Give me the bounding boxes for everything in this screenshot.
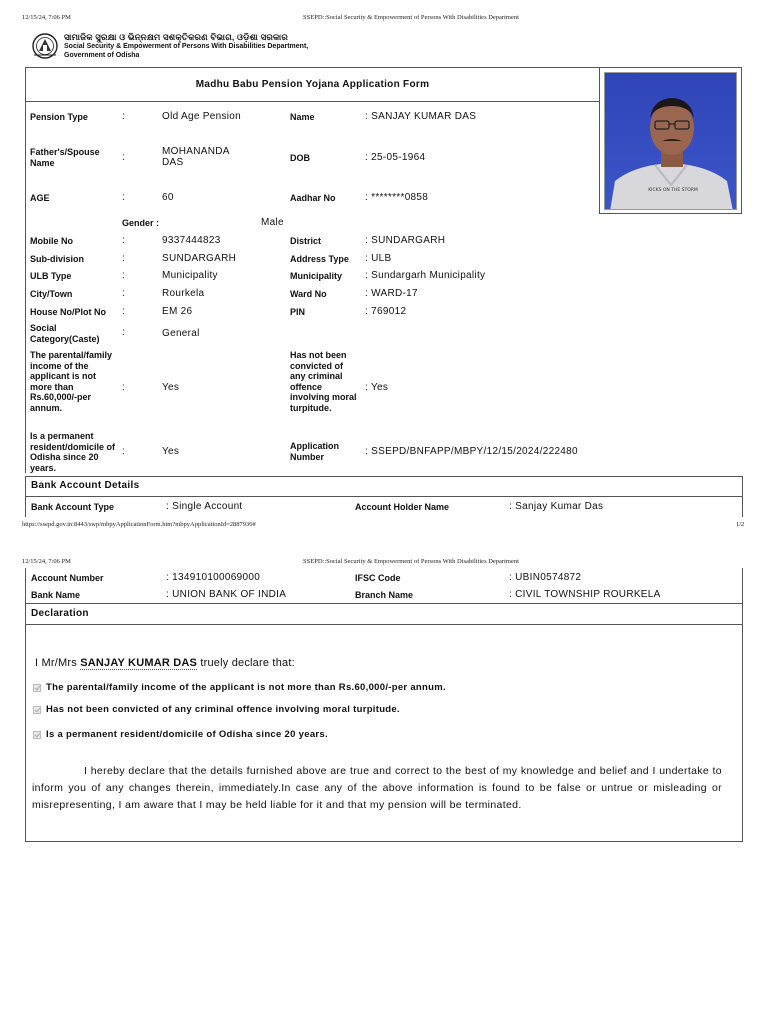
account-holder-value: : Sanjay Kumar Das: [509, 501, 604, 512]
left-border: [25, 101, 26, 473]
check-convicted-text: Has not been convicted of any criminal offence involving moral turpitude.: [46, 704, 400, 715]
municipality-label: Municipality: [290, 271, 343, 281]
ward-label: Ward No: [290, 289, 327, 299]
right-border: [742, 568, 743, 604]
colon: :: [122, 288, 125, 299]
page-number: 1/2: [736, 521, 745, 528]
name-value: : SANJAY KUMAR DAS: [365, 111, 477, 122]
caste-label: Social Category(Caste): [30, 323, 100, 344]
gender-value: Male: [261, 217, 284, 228]
ifsc-label: IFSC Code: [355, 573, 401, 583]
aadhar-value: : ********0858: [365, 192, 429, 203]
aadhar-label: Aadhar No: [290, 193, 336, 203]
gender-label: Gender :: [122, 218, 160, 228]
branch-value: : CIVIL TOWNSHIP ROURKELA: [509, 589, 661, 600]
caste-value: General: [162, 328, 200, 339]
ulb-type-value: Municipality: [162, 270, 218, 281]
left-border: [25, 568, 26, 604]
colon: :: [122, 270, 125, 281]
resident-label: Is a permanent resident/domicile of Odisha since 20 years.: [30, 431, 116, 473]
application-number-value: : SSEPD/BNFAPP/MBPY/12/15/2024/222480: [365, 446, 578, 457]
account-holder-label: Account Holder Name: [355, 502, 450, 512]
pension-type-value: Old Age Pension: [162, 111, 241, 122]
declaration-check-income: [33, 682, 446, 693]
colon: :: [122, 253, 125, 264]
age-label: AGE: [30, 193, 50, 203]
colon: :: [122, 111, 125, 122]
municipality-value: : Sundargarh Municipality: [365, 270, 486, 281]
bank-name-value: : UNION BANK OF INDIA: [166, 589, 287, 600]
logo-line-1: Social Security & Empowerment of Persons With Disabilities Department,: [64, 43, 309, 50]
declaration-paragraph: I hereby declare that the details furnished above are true and correct to the best of my knowledge and belief and I undertake to inform you of any changes therein, immediately.In case any of the above information is found to be false or untrue or misleading or misrepresenting, I am aware that I may be held liable for it and that my pension will be terminated.: [32, 765, 722, 811]
form-title: Madhu Babu Pension Yojana Application Form: [195, 79, 430, 90]
mobile-label: Mobile No: [30, 236, 73, 246]
colon: :: [122, 152, 125, 163]
pin-value: : 769012: [365, 306, 407, 317]
print-title: SSEPD::Social Security & Empowerment of Persons With Disabilities Department: [303, 558, 519, 565]
checkbox-checked-icon: [33, 706, 41, 714]
right-border: [742, 497, 743, 517]
checkbox-checked-icon: [33, 684, 41, 692]
declaration-intro-post: truely declare that:: [200, 657, 295, 669]
city-value: Rourkela: [162, 288, 205, 299]
dob-label: DOB: [290, 153, 310, 163]
bank-account-type-value: : Single Account: [166, 501, 243, 512]
ulb-type-label: ULB Type: [30, 271, 72, 281]
print-title: SSEPD::Social Security & Empowerment of Persons With Disabilities Department: [303, 14, 519, 21]
odisha-emblem-icon: [31, 31, 59, 61]
left-border: [25, 497, 26, 517]
colon: :: [122, 446, 125, 457]
colon: :: [122, 327, 125, 338]
dob-value: : 25-05-1964: [365, 152, 426, 163]
father-label: Father's/Spouse Name: [30, 147, 100, 168]
declarant-name: SANJAY KUMAR DAS: [80, 657, 198, 669]
bank-account-type-label: Bank Account Type: [31, 502, 115, 512]
ward-value: : WARD-17: [365, 288, 418, 299]
address-type-value: : ULB: [365, 253, 392, 264]
resident-value: Yes: [162, 446, 180, 457]
house-label: House No/Plot No: [30, 307, 106, 317]
subdivision-value: SUNDARGARH: [162, 253, 237, 264]
city-label: City/Town: [30, 289, 73, 299]
father-value: MOHANANDA DAS: [162, 146, 230, 168]
colon: :: [122, 192, 125, 203]
applicant-photo: [604, 72, 737, 210]
account-number-value: : 134910100069000: [166, 572, 261, 583]
declaration-intro: [35, 657, 295, 669]
print-date: 12/15/24, 7:06 PM: [22, 558, 71, 565]
age-value: 60: [162, 192, 174, 203]
bank-name-label: Bank Name: [31, 590, 81, 600]
house-value: EM 26: [162, 306, 193, 317]
print-date: 12/15/24, 7:06 PM: [22, 14, 71, 21]
convicted-label: Has not been convicted of any criminal offence involving moral turpitude.: [290, 350, 357, 413]
check-income-text: The parental/family income of the applicant is not more than Rs.60,000/-per annum.: [46, 682, 446, 693]
declaration-section-header: [25, 603, 743, 625]
ifsc-value: : UBIN0574872: [509, 572, 582, 583]
colon: :: [122, 235, 125, 246]
declaration-check-resident: [33, 729, 328, 740]
declaration-check-convicted: [33, 704, 400, 715]
declaration-intro-pre: I Mr/Mrs: [35, 657, 77, 669]
income-value: Yes: [162, 382, 180, 393]
bank-section-title: Bank Account Details: [31, 480, 140, 491]
district-label: District: [290, 236, 322, 246]
declaration-title: Declaration: [31, 608, 89, 619]
account-number-label: Account Number: [31, 573, 104, 583]
colon: :: [122, 382, 125, 393]
print-url: https://ssepd.gov.in:8443/swp/mbpyApplicationForm.htm?mbpyApplicationId=2887936#: [22, 521, 256, 528]
department-logo-text: [64, 33, 308, 60]
svg-text:KICKS ON THE STORM: KICKS ON THE STORM: [648, 188, 698, 193]
check-resident-text: Is a permanent resident/domicile of Odisha since 20 years.: [46, 729, 328, 740]
branch-label: Branch Name: [355, 590, 414, 600]
income-label: The parental/family income of the applicant is not more than Rs.60,000/-per annum.: [30, 350, 113, 413]
subdivision-label: Sub-division: [30, 254, 84, 264]
logo-odia-text: ସାମାଜିକ ସୁରକ୍ଷା ଓ ଭିନ୍ନକ୍ଷମ ସଶକ୍ତିକରଣ ବିଭାଗ, ଓଡ଼ିଶା ସରକାର: [64, 32, 289, 42]
mobile-value: 9337444823: [162, 235, 221, 246]
colon: :: [122, 306, 125, 317]
convicted-value: : Yes: [365, 382, 389, 393]
logo-line-2: Government of Odisha: [64, 52, 140, 59]
name-label: Name: [290, 112, 315, 122]
application-number-label: Application Number: [290, 441, 339, 462]
pension-type-label: Pension Type: [30, 112, 88, 122]
address-type-label: Address Type: [290, 254, 349, 264]
pin-label: PIN: [290, 307, 306, 317]
district-value: : SUNDARGARH: [365, 235, 446, 246]
checkbox-checked-icon: [33, 731, 41, 739]
